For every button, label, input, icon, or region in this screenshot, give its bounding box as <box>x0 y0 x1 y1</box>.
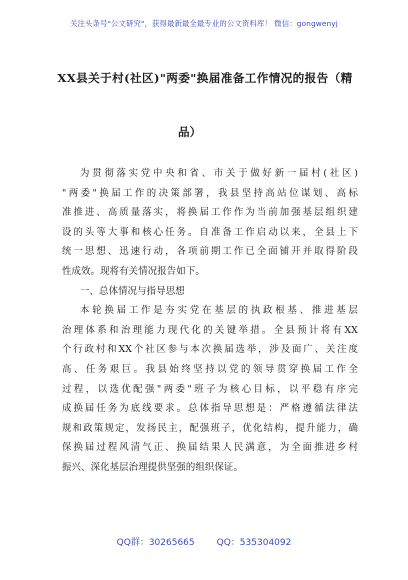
footer-contacts <box>0 535 408 548</box>
document-title-continuation: 品） <box>178 125 202 139</box>
body-line: 过程，以选优配强"两委"班子为核心目标，以平稳有序完 <box>62 383 358 395</box>
body-line: 振兴、深化基层治理提供坚强的组织保证。 <box>62 461 243 473</box>
body-line: 本轮换届工作是夯实党在基层的执政根基、推进基层 <box>80 305 358 317</box>
body-line: "两委"换届工作的决策部署，我县坚持高站位谋划、高标 <box>62 187 358 199</box>
footer-qq: QQ：535304092 <box>216 538 292 548</box>
body-line: 个行政村和XX个社区参与本次换届选举，涉及面广、关注度 <box>62 344 358 356</box>
body-line: 高、任务艰巨。我县始终坚持以党的领导贯穿换届工作全 <box>62 363 358 375</box>
footer-qq-group: QQ群：30265665 <box>116 538 195 548</box>
document-body <box>62 164 358 478</box>
header-banner: 关注头条号"公文研究"，获得最新最全最专业的公文资料库！ 微信：gongwenyj <box>70 19 338 28</box>
body-line: 规和政策规定，发扬民主，配强班子，优化结构，提升能力，确 <box>62 422 358 434</box>
body-line: 为贯彻落实党中央和省、市关于做好新一届村(社区) <box>80 168 358 179</box>
body-line: 成换届任务为底线要求。总体指导思想是：严格遵循法律法 <box>62 403 358 415</box>
body-line: 统一思想、迅速行动，各项前期工作已全面铺开并取得阶段 <box>62 246 358 258</box>
body-line: 保换届过程风清气正、换届结果人民满意，为全面推进乡村 <box>62 442 358 454</box>
section-heading: 一、总体情况与指导思想 <box>80 285 185 297</box>
body-line: 准推进、高质量落实，将换届工作作为当前加强基层组织建 <box>62 207 358 219</box>
body-line: 治理体系和治理能力现代化的关键举措。全县预计将有XX <box>62 324 358 336</box>
document-title: XX县关于村(社区)"两委"换届准备工作情况的报告（精 <box>57 71 353 85</box>
body-line: 性成效。现将有关情况报告如下。 <box>62 265 205 277</box>
body-line: 设的头等大事和核心任务。自准备工作启动以来，全县上下 <box>62 226 358 238</box>
